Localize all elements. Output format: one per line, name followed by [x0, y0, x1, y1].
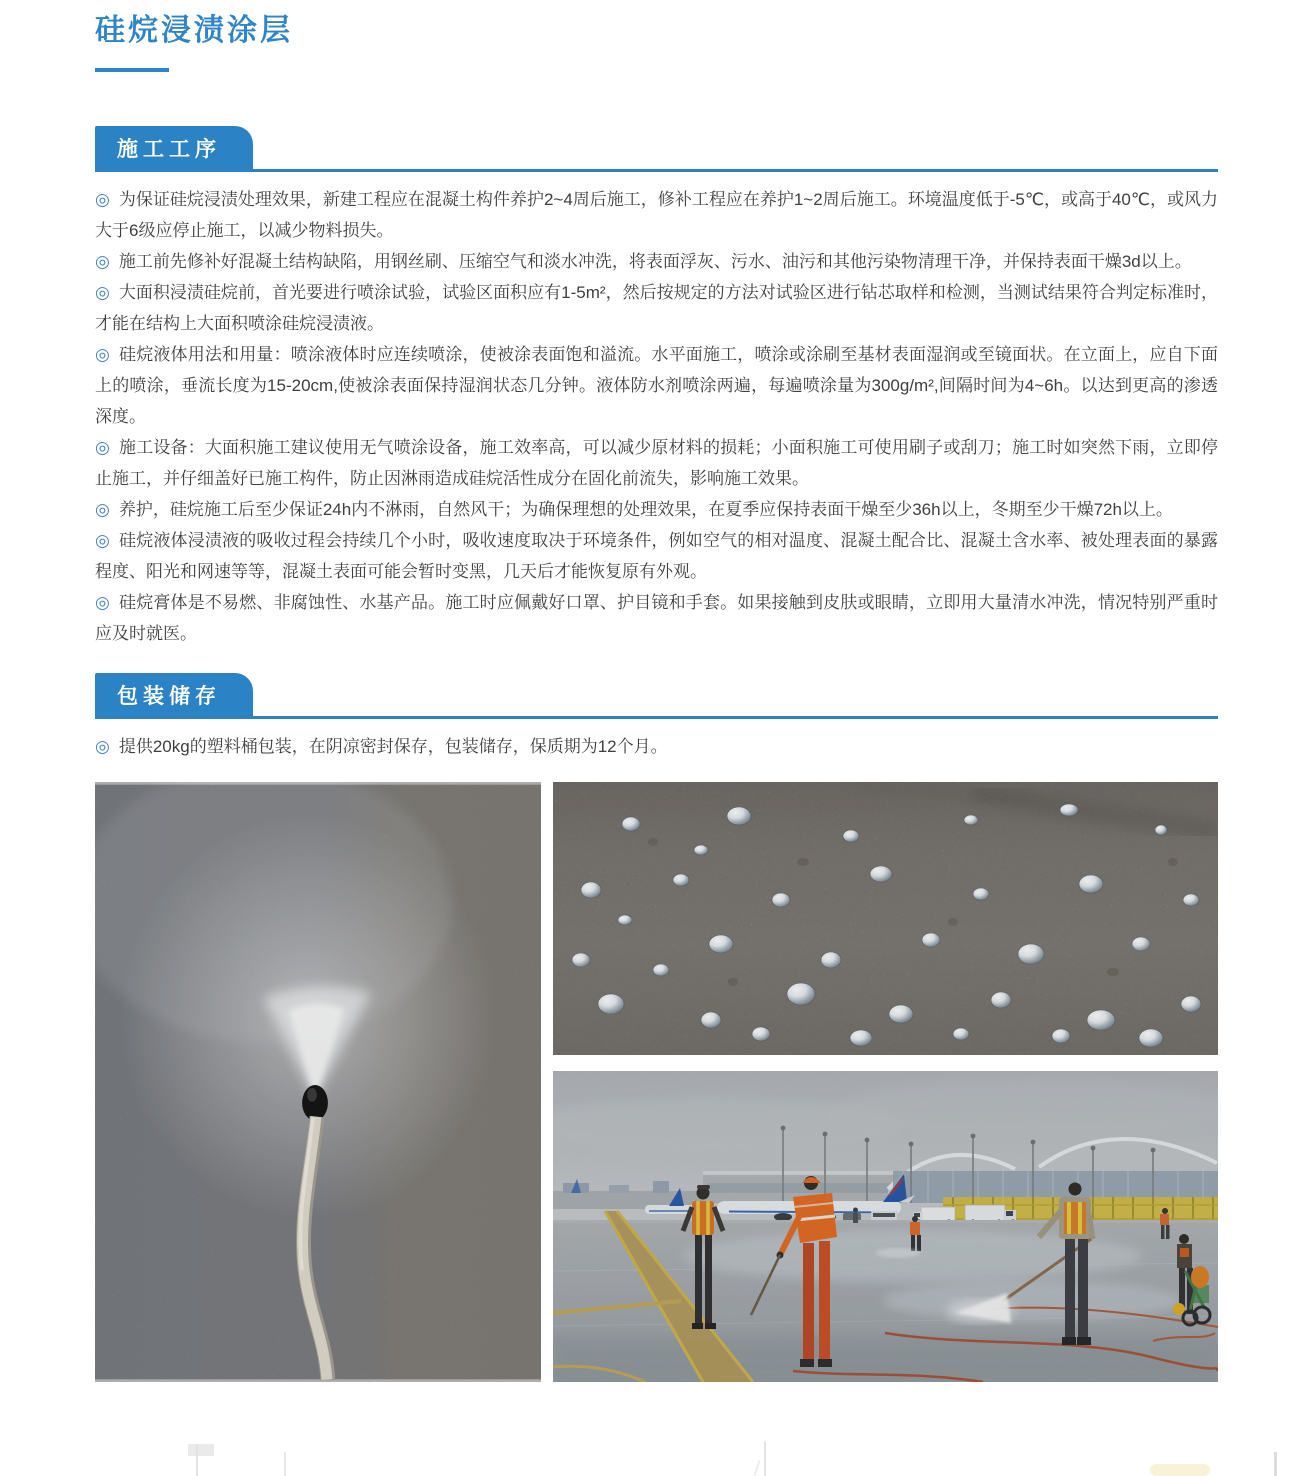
paragraph-text: 养护，硅烷施工后至少保证24h内不淋雨，自然风干；为确保理想的处理效果，在夏季应保持表面干燥至少36h以上，冬期至少干燥72h以上。	[118, 500, 1173, 519]
bullet-paragraph	[95, 731, 1218, 762]
paragraph-text: 硅烷液体浸渍液的吸收过程会持续几个小时，吸收速度取决于环境条件，例如空气的相对温度、混凝土配合比、混凝土含水率、被处理表面的暴露程度、阳光和网速等等，混凝土表面可能会暂时变黑，几天后才能恢复原有外观。	[95, 531, 1218, 581]
photo-column-right	[553, 782, 1218, 1382]
bullet-paragraph	[95, 525, 1218, 587]
paragraph-text: 提供20kg的塑料桶包装，在阴凉密封保存，包装储存，保质期为12个月。	[118, 737, 668, 756]
section-badge-construction: 施工工序	[95, 126, 253, 169]
bullet-icon: ◎	[95, 345, 111, 364]
packaging-paragraphs	[95, 731, 1218, 762]
paragraph-text: 为保证硅烷浸渍处理效果，新建工程应在混凝土构件养护2~4周后施工，修补工程应在养护1~2周后施工。环境温度低于-5℃，或高于40℃，或风力大于6级应停止施工，以减少物料损失。	[95, 190, 1218, 240]
construction-paragraphs	[95, 184, 1218, 649]
photo-grain	[553, 1071, 1218, 1382]
bullet-icon: ◎	[95, 593, 111, 612]
bullet-icon: ◎	[95, 737, 110, 756]
paragraph-text: 大面积浸渍硅烷前，首光要进行喷涂试验，试验区面积应有1-5m²，然后按规定的方法对试验区进行钻芯取样和检测，当测试结果符合判定标准时，才能在结构上大面积喷涂硅烷浸渍液。	[95, 283, 1219, 333]
photo-water-beading	[553, 782, 1218, 1055]
faint-bottom-line	[284, 1452, 286, 1476]
bullet-icon: ◎	[95, 252, 110, 271]
faint-bottom-line	[754, 1460, 761, 1476]
bullet-paragraph	[95, 494, 1218, 525]
page-title: 硅烷浸渍涂层	[95, 14, 293, 47]
faint-yellow-smudge	[1150, 1464, 1210, 1476]
photo-airport-spraying	[553, 1071, 1218, 1382]
bullet-paragraph	[95, 587, 1218, 649]
bullet-paragraph	[95, 432, 1218, 494]
faint-bottom-line	[1274, 1452, 1277, 1476]
faint-bottom-line	[196, 1444, 198, 1476]
paragraph-text: 硅烷液体用法和用量：喷涂液体时应连续喷涂，使被涂表面饱和溢流。水平面施工，喷涂或涂刷至基材表面湿润或至镜面状。在立面上，应自下面上的喷涂，垂流长度为15-20cm,使被涂表面保持湿润状态几分钟。液体防水剂喷涂两遍，每遍喷涂量为300g/m²,间隔时间为4~6h。以达到更高的渗透深度。	[95, 345, 1218, 426]
bullet-icon: ◎	[95, 531, 111, 550]
document-content	[95, 0, 1218, 1382]
section-header-packaging	[95, 673, 1218, 719]
bullet-paragraph	[95, 277, 1218, 339]
bullet-paragraph	[95, 184, 1218, 246]
concrete-grain-top	[553, 782, 1218, 1055]
section-badge-packaging: 包装储存	[95, 673, 253, 716]
paragraph-text: 硅烷膏体是不易燃、非腐蚀性、水基产品。施工时应佩戴好口罩、护目镜和手套。如果接触到皮肤或眼睛，立即用大量清水冲洗，情况特别严重时应及时就医。	[95, 593, 1218, 643]
paragraph-text: 施工前先修补好混凝土结构缺陷，用钢丝刷、压缩空气和淡水冲洗，将表面浮灰、污水、油污和其他污染物清理干净，并保持表面干燥3d以上。	[118, 252, 1192, 271]
bullet-icon: ◎	[95, 500, 110, 519]
photo-wall-spray	[95, 782, 541, 1382]
photo-gallery	[95, 782, 1218, 1382]
bullet-icon: ◎	[95, 190, 110, 209]
bullet-paragraph	[95, 246, 1218, 277]
bullet-icon: ◎	[95, 283, 110, 302]
faint-bottom-mark	[188, 1444, 214, 1456]
title-underline	[95, 68, 169, 72]
bullet-icon: ◎	[95, 438, 111, 457]
paragraph-text: 施工设备：大面积施工建议使用无气喷涂设备，施工效率高，可以减少原材料的损耗；小面积施工可使用刷子或刮刀；施工时如突然下雨，立即停止施工，并仔细盖好已施工构件，防止因淋雨造成硅烷活性成分在固化前流失，影响施工效果。	[95, 438, 1218, 488]
faint-bottom-line	[764, 1442, 766, 1476]
wall-grain-top	[95, 785, 541, 1380]
section-header-construction	[95, 126, 1218, 172]
bullet-paragraph	[95, 339, 1218, 432]
